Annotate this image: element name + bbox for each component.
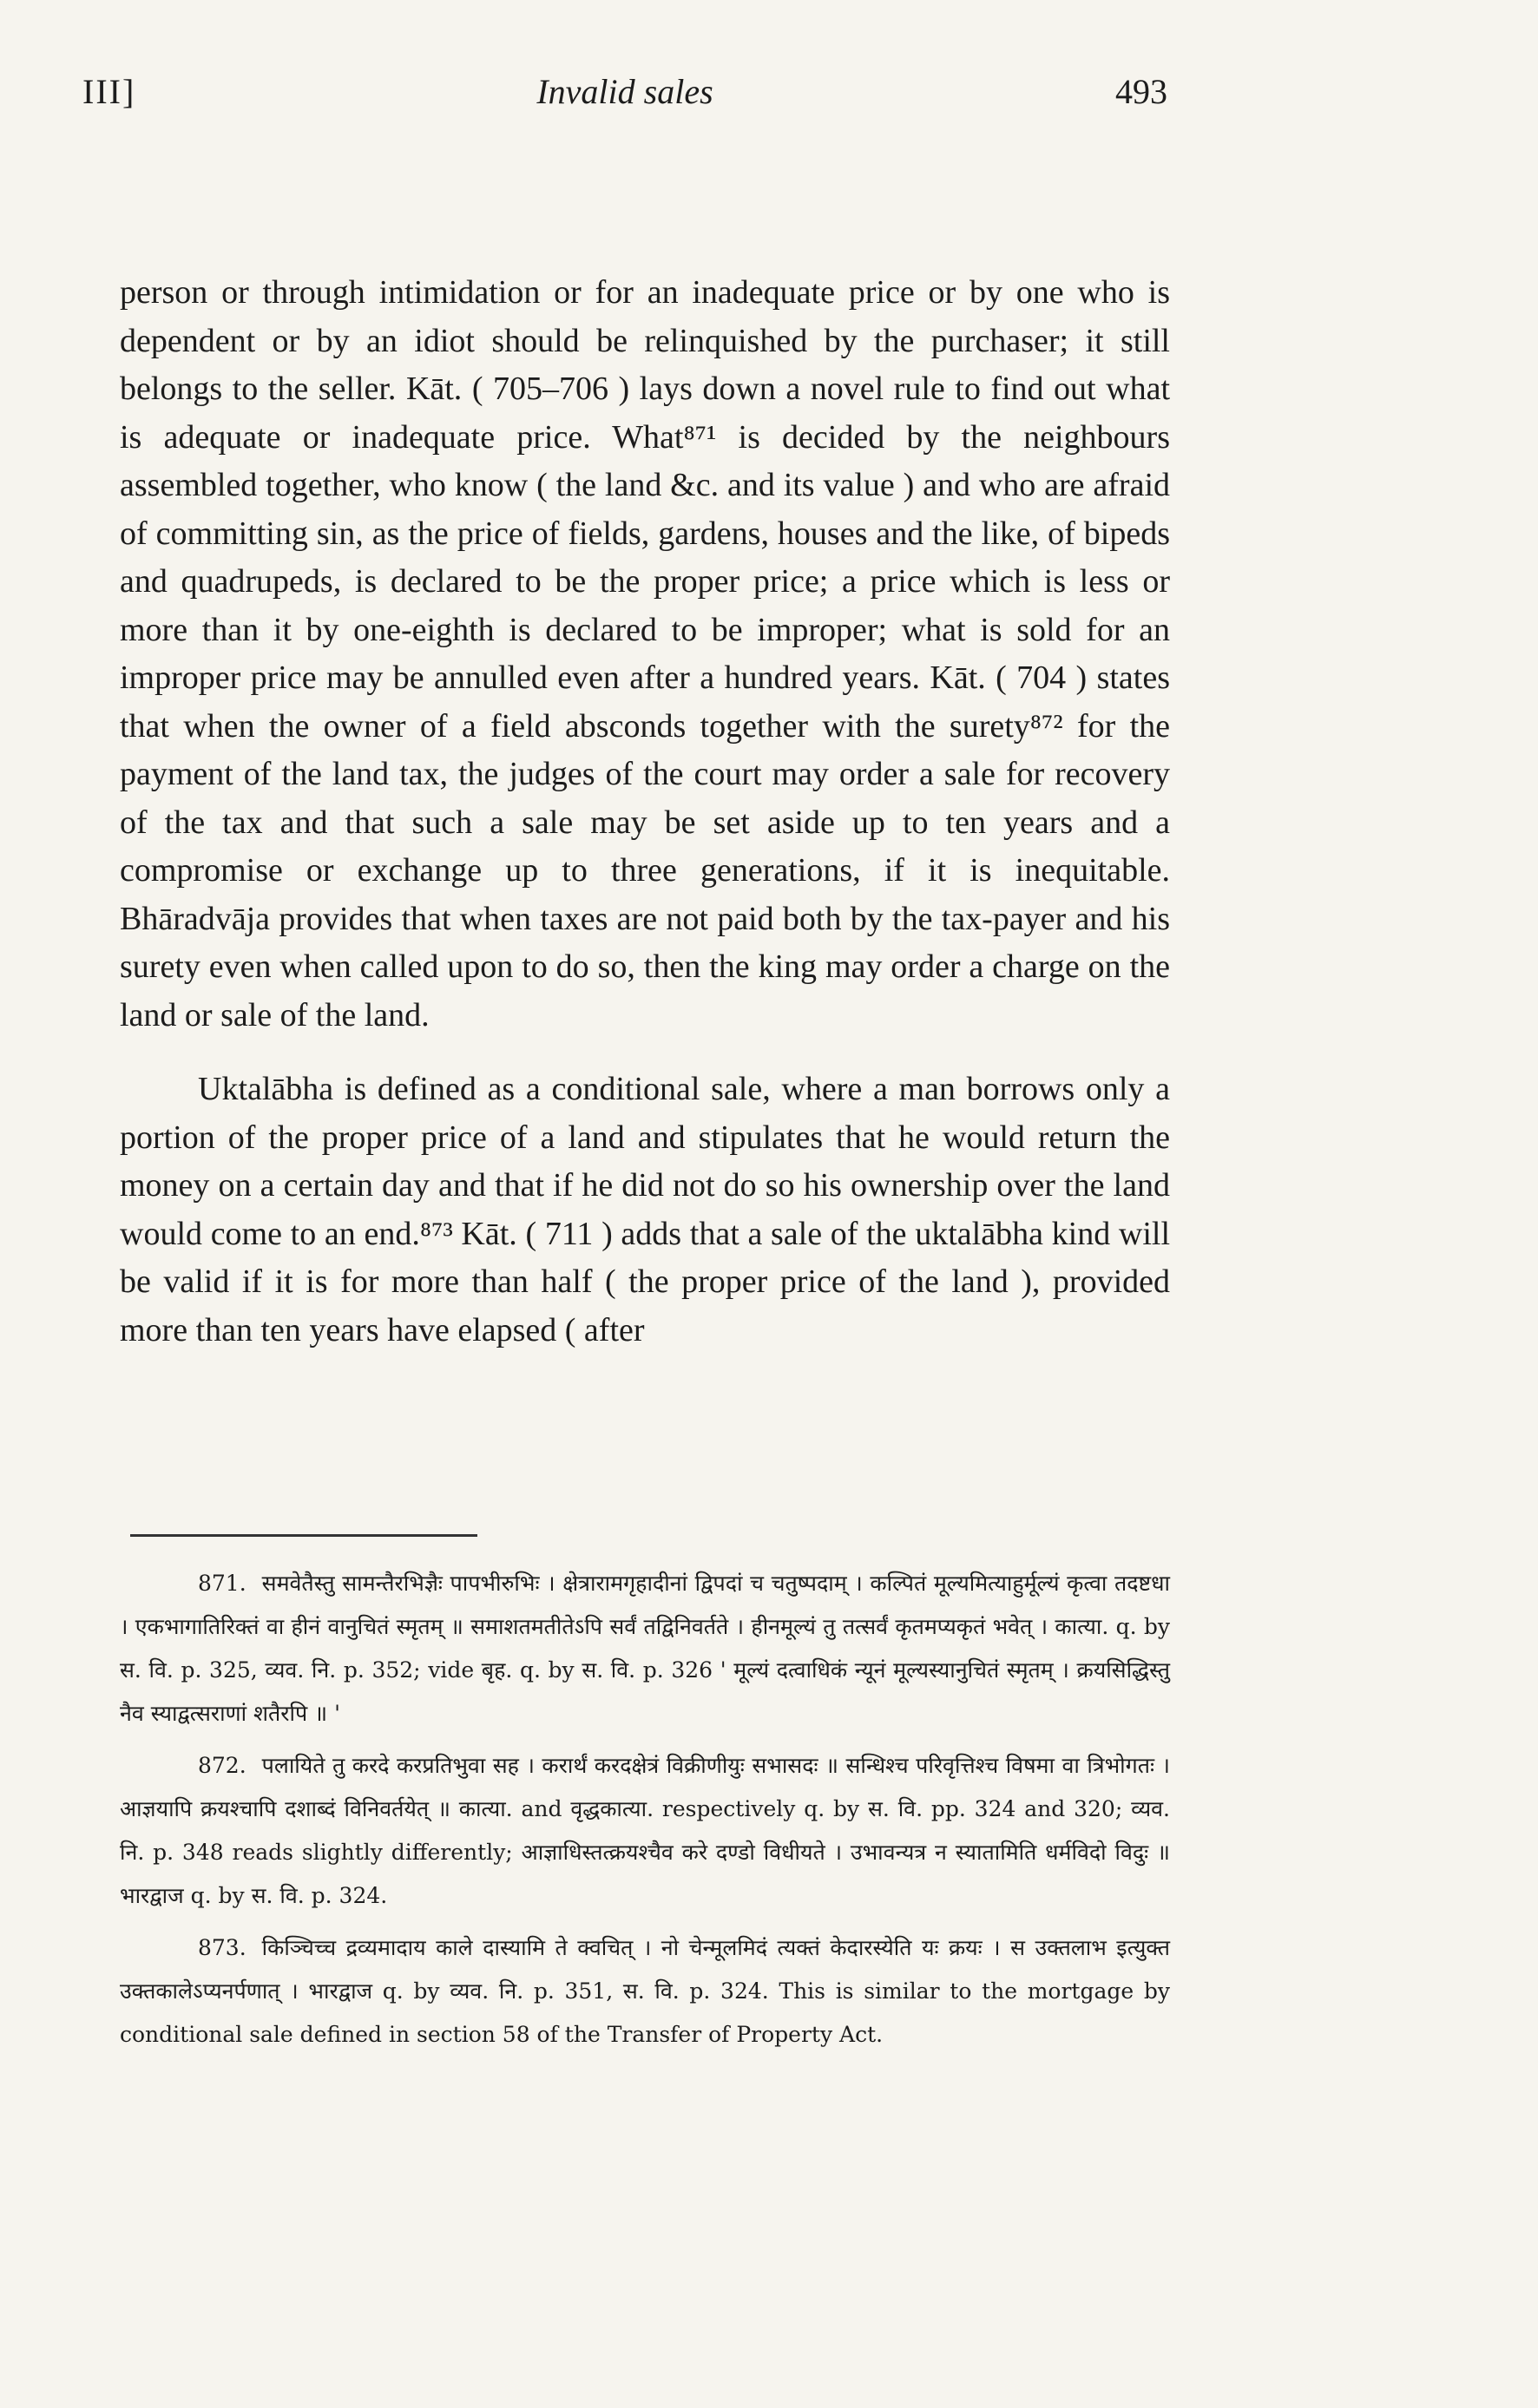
chapter-marker: III] (82, 72, 136, 111)
footnote-872 (120, 1744, 1170, 1918)
main-text (120, 269, 1170, 1355)
footnote-number: 872. (198, 1753, 246, 1778)
page-number: 493 (1115, 72, 1167, 111)
paragraph-uktalabha: Uktalābha is defined as a conditional sale, where a man borrows only a portion of the proper price of a land and stipulates that he would return the money on a certain day and that if he did not do so his ownership over the land would come to an end.⁸⁷³ Kāt. ( 711 ) adds that a sale of the uktalābha kind will be valid if it is for more than half ( the proper price of the land ), provided more than ten years have elapsed ( after (120, 1071, 1170, 1348)
paragraph-continued: person or through intimidation or for an inadequate price or by one who is dependent or by an idiot should be relinquished by the purchaser; it still belongs to the seller. Kāt. ( 705–706 ) lays down a novel rule to find out what is adequate or inadequate price. What⁸⁷¹ is decided by the neighbours assembled together, who know ( the land &c. and its value ) and who are afraid of committing sin, as the price of fields, gardens, houses and the like, of bipeds and quadrupeds, is declared to be the proper price; a price which is less or more than it by one-eighth is declared to be improper; what is sold for an improper price may be annulled even after a hundred years. Kāt. ( 704 ) states that when the owner of a field absconds together with the surety⁸⁷² for the payment of the land tax, the judges of the court may order a sale for recovery of the tax and that such a sale may be set aside up to ten years and a compromise or exchange up to three generations, if it is inequitable. Bhāradvāja provides that when taxes are not paid both by the tax-payer and his surety even when called upon to do so, then the king may order a charge on the land or sale of the land. (120, 274, 1170, 1033)
running-title: Invalid sales (536, 72, 713, 111)
footnote-number: 873. (198, 1935, 246, 1960)
footnote-873 (120, 1926, 1170, 2057)
footnote-number: 871. (198, 1571, 246, 1596)
footnotes (120, 1562, 1170, 2065)
footnote-divider (130, 1534, 477, 1537)
footnote-text: समवेतैस्तु सामन्तैरभिज्ञैः पापभीरुभिः । क्षेत्रारामगृहादीनां द्विपदां च चतुष्पदाम् । कल्पितं मूल्यमित्याहुर्मूल्यं कृत्वा तदष्टधा । एकभागातिरिक्तं वा हीनं वानुचितं स्मृतम् ॥ समाशतमतीतेऽपि सर्वं तद्विनिवर्तते । हीनमूल्यं तु तत्सर्वं कृतमप्यकृतं भवेत् । कात्या. q. by स. वि. p. 325, व्यव. नि. p. 352; vide बृह. q. by स. वि. p. 326 ' मूल्यं दत्वाधिकं न्यूनं मूल्यस्यानुचितं स्मृतम् । क्रयसिद्धिस्तु नैव स्याद्वत्सराणां शतैरपि ॥ ' (120, 1571, 1170, 1726)
footnote-text: किञ्चिच्च द्रव्यमादाय काले दास्यामि ते क्वचित् । नो चेन्मूलमिदं त्यक्तं केदारस्येति यः क्रयः । स उक्तलाभ इत्युक्त उक्तकालेऽप्यनर्पणात् । भारद्वाज q. by व्यव. नि. p. 351, स. वि. p. 324. This is similar to the mortgage by conditional sale defined in section 58 of the Transfer of Property Act. (120, 1935, 1170, 2047)
footnote-871 (120, 1562, 1170, 1735)
footnote-text: पलायिते तु करदे करप्रतिभुवा सह । करार्थं करदक्षेत्रं विक्रीणीयुः सभासदः ॥ सन्धिश्च परिवृत्तिश्च विषमा वा त्रिभोगतः । आज्ञयापि क्रयश्चापि दशाब्दं विनिवर्तयेत् ॥ कात्या. and वृद्धकात्या. respectively q. by स. वि. pp. 324 and 320; व्यव. नि. p. 348 reads slightly differently; आज्ञाधिस्तत्क्रयश्चैव करे दण्डो विधीयते । उभावन्यत्र न स्यातामिति धर्मविदो विदुः ॥ भारद्वाज q. by स. वि. p. 324. (120, 1753, 1170, 1908)
running-header (82, 71, 1167, 123)
